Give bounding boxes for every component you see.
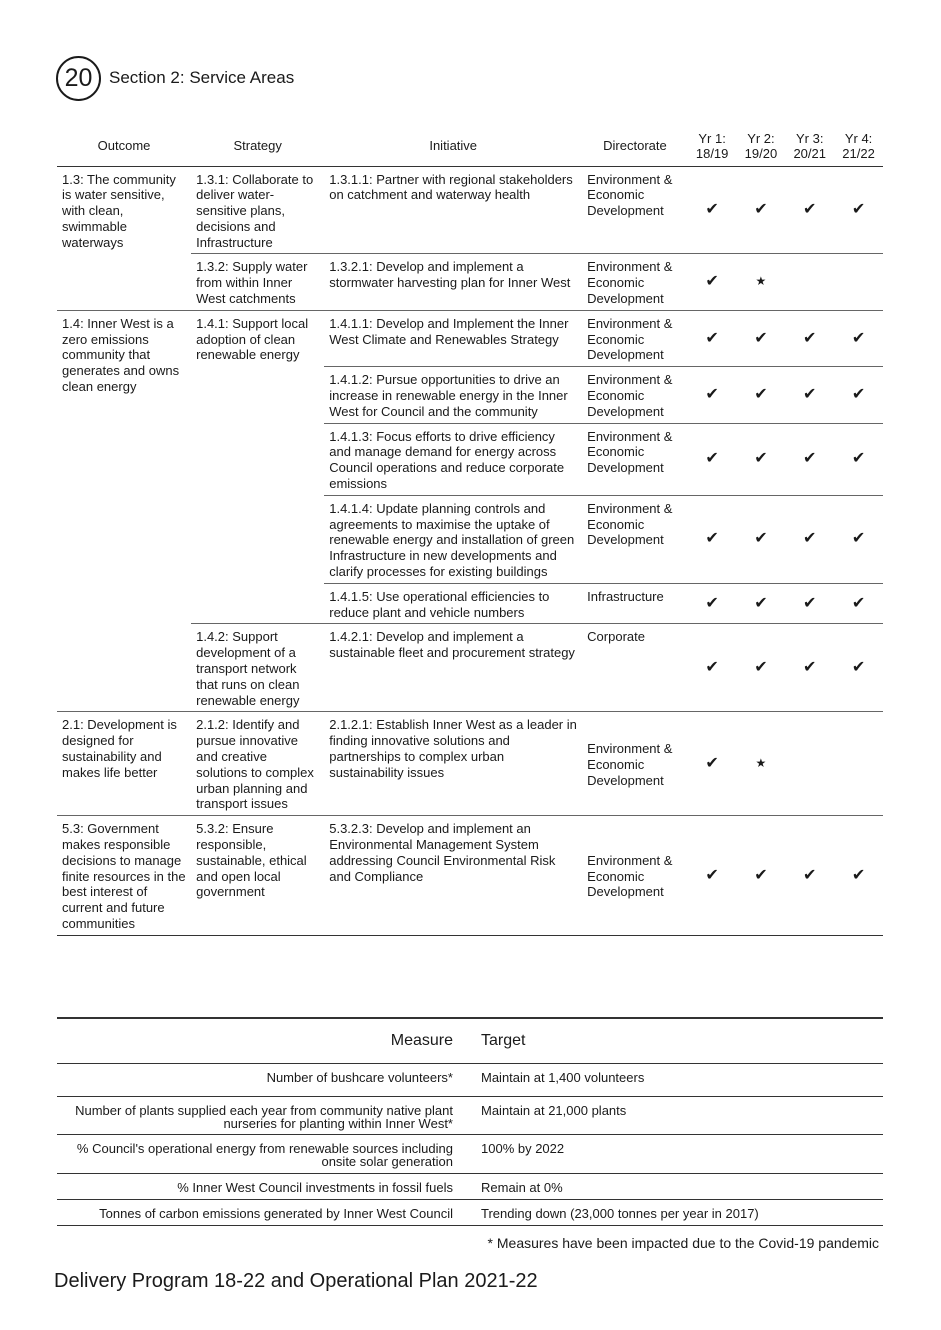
yr3-status — [785, 712, 834, 816]
header-yr1-period: 18/19 — [695, 145, 729, 161]
yr1-status: ✔ — [688, 423, 737, 495]
yr1-status: ✔ — [688, 624, 737, 712]
directorate-cell: Environment & Economic Development — [582, 367, 688, 423]
initiative-cell: 1.4.1.4: Update planning controls and agreements to maximise the uptake of renewable energy and installation of green Infrastructure in new developments and clarify processes for existing buildings — [324, 495, 582, 583]
measure-cell: % Inner West Council investments in fossil fuels — [57, 1173, 468, 1199]
yr2-status: ★ — [737, 712, 786, 816]
yr3-status: ✔ — [785, 423, 834, 495]
target-cell: Trending down (23,000 tonnes per year in 2017) — [468, 1199, 883, 1225]
directorate-cell: Infrastructure — [582, 583, 688, 624]
measure-row — [57, 1096, 883, 1134]
yr3-status: ✔ — [785, 495, 834, 583]
yr1-status: ✔ — [688, 254, 737, 310]
yr3-status: ✔ — [785, 816, 834, 936]
yr2-status: ✔ — [737, 310, 786, 366]
measure-cell: Tonnes of carbon emissions generated by Inner West Council — [57, 1199, 468, 1225]
yr3-status: ✔ — [785, 310, 834, 366]
measure-row — [57, 1173, 883, 1199]
initiative-cell: 1.4.1.3: Focus efforts to drive efficiency and manage demand for energy across Council operations and reduce corporate emissions — [324, 423, 582, 495]
strategy-cell: 1.3.1: Collaborate to deliver water-sensitive plans, decisions and Infrastructure — [191, 166, 324, 254]
header-yr3-period: 20/21 — [793, 145, 826, 161]
yr1-status: ✔ — [688, 712, 737, 816]
header-yr4-label: Yr 4: — [844, 130, 873, 146]
section-title: Section 2: Service Areas — [109, 68, 295, 87]
yr2-status: ✔ — [737, 583, 786, 624]
yr2-status: ✔ — [737, 816, 786, 936]
measures-header-row — [57, 1018, 883, 1063]
page-footer: Delivery Program 18-22 and Operational Plan 2021-22 — [54, 1270, 538, 1292]
measure-row — [57, 1063, 883, 1096]
directorate-cell: Environment & Economic Development — [582, 166, 688, 254]
header-directorate: Directorate — [582, 126, 688, 166]
header-yr2-label: Yr 2: — [747, 130, 775, 146]
yr2-status: ✔ — [737, 624, 786, 712]
yr3-status — [785, 254, 834, 310]
initiative-cell: 1.4.1.2: Pursue opportunities to drive an increase in renewable energy in the Inner West for Council and the community — [324, 367, 582, 423]
strategy-cell: 2.1.2: Identify and pursue innovative and creative solutions to complex urban planning and transport issues — [191, 712, 324, 816]
strategy-cell: 1.4.1: Support local adoption of clean renewable energy — [191, 310, 324, 624]
outcome-cell: 5.3: Government makes responsible decisions to manage finite resources in the best interest of current and future communities — [57, 816, 191, 936]
target-cell: Remain at 0% — [468, 1173, 883, 1199]
directorate-cell: Environment & Economic Development — [582, 712, 688, 816]
directorate-cell: Corporate — [582, 624, 688, 712]
initiative-cell: 1.4.2.1: Develop and implement a sustainable fleet and procurement strategy — [324, 624, 582, 712]
measure-cell: % Council's operational energy from renewable sources including onsite solar generation — [57, 1134, 468, 1173]
measure-cell: Number of plants supplied each year from community native plant nurseries for planting within Inner West* — [57, 1096, 468, 1134]
service-areas-table — [57, 126, 883, 936]
initiative-cell: 1.3.1.1: Partner with regional stakeholders on catchment and waterway health — [324, 166, 582, 254]
yr1-status: ✔ — [688, 310, 737, 366]
directorate-cell: Environment & Economic Development — [582, 816, 688, 936]
yr1-status: ✔ — [688, 816, 737, 936]
header-yr2 — [737, 126, 786, 166]
footnote: * Measures have been impacted due to the Covid-19 pandemic — [487, 1235, 879, 1251]
yr2-status: ✔ — [737, 166, 786, 254]
directorate-cell: Environment & Economic Development — [582, 310, 688, 366]
header-yr4 — [834, 126, 883, 166]
strategy-cell: 5.3.2: Ensure responsible, sustainable, ethical and open local government — [191, 816, 324, 936]
directorate-cell: Environment & Economic Development — [582, 254, 688, 310]
header-yr3-label: Yr 3: — [795, 130, 824, 146]
table-row — [57, 166, 883, 254]
header-measure: Measure — [57, 1018, 468, 1063]
header-initiative: Initiative — [324, 126, 582, 166]
yr2-status: ✔ — [737, 367, 786, 423]
table-header-row — [57, 126, 883, 166]
yr3-status: ✔ — [785, 624, 834, 712]
yr4-status: ✔ — [834, 583, 883, 624]
measure-row — [57, 1134, 883, 1173]
target-cell: Maintain at 21,000 plants — [468, 1096, 883, 1134]
header-yr4-period: 21/22 — [842, 145, 875, 161]
page-header — [56, 54, 294, 102]
strategy-cell: 1.3.2: Supply water from within Inner West catchments — [191, 254, 324, 310]
yr4-status — [834, 712, 883, 816]
initiative-cell: 1.4.1.5: Use operational efficiencies to reduce plant and vehicle numbers — [324, 583, 582, 624]
header-strategy: Strategy — [191, 126, 324, 166]
yr3-status: ✔ — [785, 367, 834, 423]
directorate-cell: Environment & Economic Development — [582, 495, 688, 583]
yr4-status: ✔ — [834, 423, 883, 495]
yr1-status: ✔ — [688, 583, 737, 624]
page-number: 20 — [56, 56, 101, 101]
table-row — [57, 310, 883, 366]
header-yr1-label: Yr 1: — [698, 130, 726, 146]
measures-table — [57, 1017, 883, 1226]
initiative-cell: 1.3.2.1: Develop and implement a stormwater harvesting plan for Inner West — [324, 254, 582, 310]
initiative-cell: 2.1.2.1: Establish Inner West as a leader in finding innovative solutions and partnerships to complex urban sustainability issues — [324, 712, 582, 816]
yr3-status: ✔ — [785, 583, 834, 624]
table-row — [57, 816, 883, 936]
header-outcome: Outcome — [57, 126, 191, 166]
yr2-status: ✔ — [737, 495, 786, 583]
yr4-status: ✔ — [834, 310, 883, 366]
yr2-status: ✔ — [737, 423, 786, 495]
directorate-cell: Environment & Economic Development — [582, 423, 688, 495]
initiative-cell: 5.3.2.3: Develop and implement an Environmental Management System addressing Council Environmental Risk and Compliance — [324, 816, 582, 936]
measure-row — [57, 1199, 883, 1225]
yr4-status: ✔ — [834, 166, 883, 254]
target-cell: 100% by 2022 — [468, 1134, 883, 1173]
yr2-status: ★ — [737, 254, 786, 310]
yr1-status: ✔ — [688, 495, 737, 583]
initiative-cell: 1.4.1.1: Develop and Implement the Inner West Climate and Renewables Strategy — [324, 310, 582, 366]
yr4-status: ✔ — [834, 495, 883, 583]
outcome-cell: 1.4: Inner West is a zero emissions community that generates and owns clean energy — [57, 310, 191, 712]
target-cell: Maintain at 1,400 volunteers — [468, 1063, 883, 1096]
yr1-status: ✔ — [688, 367, 737, 423]
table-row — [57, 712, 883, 816]
measure-cell: Number of bushcare volunteers* — [57, 1063, 468, 1096]
yr4-status: ✔ — [834, 624, 883, 712]
yr4-status: ✔ — [834, 367, 883, 423]
outcome-cell: 1.3: The community is water sensitive, with clean, swimmable waterways — [57, 166, 191, 310]
yr4-status: ✔ — [834, 816, 883, 936]
outcome-cell: 2.1: Development is designed for sustainability and makes life better — [57, 712, 191, 816]
header-yr2-period: 19/20 — [744, 145, 778, 161]
yr4-status — [834, 254, 883, 310]
yr3-status: ✔ — [785, 166, 834, 254]
header-yr1 — [688, 126, 737, 166]
header-yr3 — [785, 126, 834, 166]
yr1-status: ✔ — [688, 166, 737, 254]
strategy-cell: 1.4.2: Support development of a transport network that runs on clean renewable energy — [191, 624, 324, 712]
header-target: Target — [468, 1018, 883, 1063]
